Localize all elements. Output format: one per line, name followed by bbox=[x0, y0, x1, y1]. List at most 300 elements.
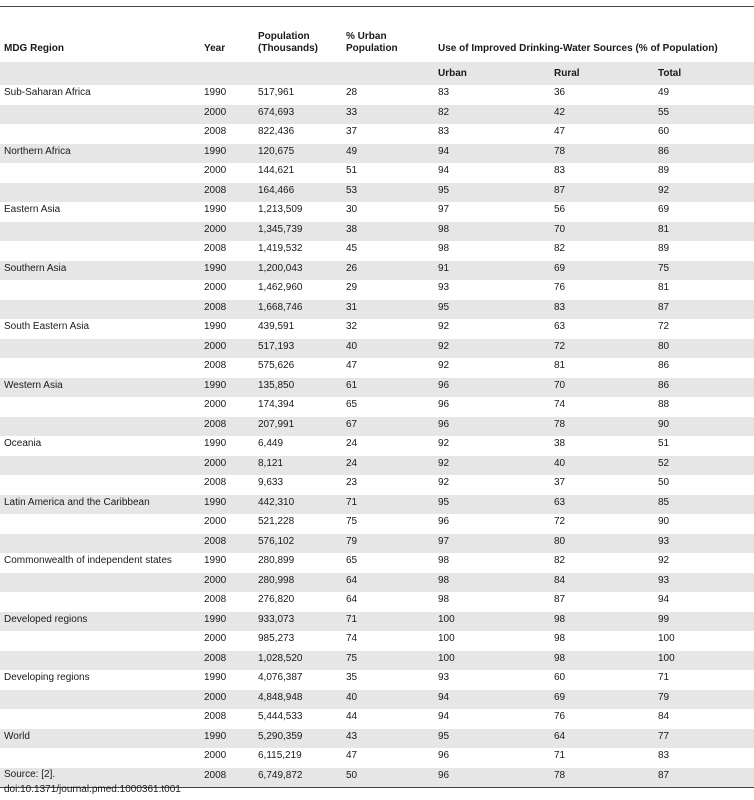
cell-rural: 71 bbox=[554, 750, 566, 761]
table-row bbox=[0, 514, 754, 534]
cell-region: Developed regions bbox=[4, 613, 88, 625]
cell-urban: 95 bbox=[438, 496, 450, 508]
cell-population: 4,848,948 bbox=[258, 691, 303, 703]
cell-region bbox=[0, 514, 200, 534]
table-row bbox=[0, 163, 754, 183]
cell-rural: 42 bbox=[554, 106, 566, 118]
doi-note: doi:10.1371/journal.pmed.1000361.t001 bbox=[4, 784, 181, 795]
table-row bbox=[0, 631, 754, 651]
cell-year: 2008 bbox=[204, 769, 227, 781]
cell-urban: 83 bbox=[438, 87, 450, 98]
table-row bbox=[0, 534, 754, 554]
cell-population: 6,449 bbox=[258, 438, 284, 449]
cell-total: 99 bbox=[658, 613, 670, 625]
cell-urban-pct: 40 bbox=[346, 691, 358, 703]
cell-population: 1,213,509 bbox=[258, 204, 303, 215]
table-row bbox=[0, 85, 754, 105]
cell-total: 86 bbox=[658, 360, 670, 371]
cell-urban: 92 bbox=[438, 321, 450, 332]
cell-year: 2008 bbox=[204, 418, 227, 430]
cell-year: 1990 bbox=[204, 496, 227, 508]
cell-total: 94 bbox=[658, 594, 670, 605]
cell-urban: 95 bbox=[438, 730, 450, 742]
cell-total: 79 bbox=[658, 691, 670, 703]
table-row bbox=[0, 378, 754, 398]
cell-rural: 87 bbox=[554, 184, 566, 196]
cell-total: 55 bbox=[658, 106, 670, 118]
cell-year: 2008 bbox=[204, 184, 227, 196]
cell-population: 442,310 bbox=[258, 496, 295, 508]
cell-urban: 92 bbox=[438, 438, 450, 449]
table-row bbox=[0, 475, 754, 495]
table-row bbox=[0, 144, 754, 164]
cell-year: 2000 bbox=[204, 750, 227, 761]
cell-population: 439,591 bbox=[258, 321, 295, 332]
cell-urban: 96 bbox=[438, 516, 450, 527]
cell-total: 100 bbox=[658, 633, 675, 644]
cell-rural: 78 bbox=[554, 769, 566, 781]
cell-region bbox=[0, 358, 200, 378]
cell-population: 1,462,960 bbox=[258, 282, 303, 293]
cell-population: 135,850 bbox=[258, 379, 295, 391]
subheader-row bbox=[0, 62, 754, 85]
cell-year: 2008 bbox=[204, 652, 227, 664]
cell-total: 60 bbox=[658, 126, 670, 137]
cell-total: 90 bbox=[658, 418, 670, 430]
cell-region bbox=[0, 592, 200, 612]
table-row bbox=[0, 456, 754, 476]
cell-population: 164,466 bbox=[258, 184, 295, 196]
cell-urban: 94 bbox=[438, 711, 450, 722]
cell-year: 1990 bbox=[204, 379, 227, 391]
cell-rural: 37 bbox=[554, 477, 566, 488]
cell-urban-pct: 47 bbox=[346, 750, 358, 761]
cell-population: 985,273 bbox=[258, 633, 295, 644]
cell-rural: 56 bbox=[554, 204, 566, 215]
cell-total: 50 bbox=[658, 477, 670, 488]
cell-total: 89 bbox=[658, 165, 670, 176]
cell-total: 83 bbox=[658, 750, 670, 761]
cell-rural: 69 bbox=[554, 262, 566, 274]
cell-region bbox=[0, 280, 200, 300]
table-row bbox=[0, 397, 754, 417]
cell-rural: 38 bbox=[554, 438, 566, 449]
table-row bbox=[0, 553, 754, 573]
cell-urban-pct: 40 bbox=[346, 340, 358, 352]
cell-year: 2008 bbox=[204, 301, 227, 313]
table-row bbox=[0, 709, 754, 729]
table-row bbox=[0, 202, 754, 222]
table-row bbox=[0, 729, 754, 749]
cell-urban: 95 bbox=[438, 184, 450, 196]
cell-rural: 83 bbox=[554, 301, 566, 313]
table-row bbox=[0, 280, 754, 300]
cell-urban-pct: 64 bbox=[346, 574, 358, 586]
cell-population: 120,675 bbox=[258, 145, 295, 157]
cell-urban-pct: 29 bbox=[346, 282, 358, 293]
cell-urban: 98 bbox=[438, 574, 450, 586]
cell-urban-pct: 24 bbox=[346, 438, 358, 449]
table-row bbox=[0, 183, 754, 203]
cell-rural: 36 bbox=[554, 87, 566, 98]
table-row bbox=[0, 573, 754, 593]
cell-population: 1,345,739 bbox=[258, 223, 303, 235]
cell-urban-pct: 75 bbox=[346, 516, 358, 527]
cell-rural: 60 bbox=[554, 672, 566, 683]
cell-rural: 98 bbox=[554, 613, 566, 625]
cell-year: 2008 bbox=[204, 711, 227, 722]
cell-population: 6,115,219 bbox=[258, 750, 302, 761]
cell-population: 144,621 bbox=[258, 165, 295, 176]
cell-year: 2000 bbox=[204, 282, 227, 293]
subheader-blank bbox=[0, 62, 200, 85]
cell-urban-pct: 47 bbox=[346, 360, 358, 371]
cell-total: 92 bbox=[658, 184, 670, 196]
cell-population: 280,899 bbox=[258, 555, 295, 566]
cell-region bbox=[0, 241, 200, 261]
cell-total: 100 bbox=[658, 652, 675, 664]
cell-rural: 70 bbox=[554, 223, 566, 235]
table-row bbox=[0, 651, 754, 671]
cell-region bbox=[0, 397, 200, 417]
cell-urban-pct: 31 bbox=[346, 301, 358, 313]
cell-population: 517,961 bbox=[258, 87, 295, 98]
cell-total: 81 bbox=[658, 223, 670, 235]
header-urban-pct: % Urban Population bbox=[346, 31, 398, 54]
cell-region bbox=[0, 690, 200, 710]
cell-year: 1990 bbox=[204, 672, 227, 683]
cell-region bbox=[0, 475, 200, 495]
cell-urban: 82 bbox=[438, 106, 450, 118]
cell-total: 92 bbox=[658, 555, 670, 566]
cell-population: 8,121 bbox=[258, 457, 284, 469]
cell-year: 2000 bbox=[204, 106, 227, 118]
cell-population: 575,626 bbox=[258, 360, 295, 371]
cell-urban: 94 bbox=[438, 165, 450, 176]
cell-year: 1990 bbox=[204, 321, 227, 332]
header-population: Population (Thousands) bbox=[258, 31, 318, 54]
cell-total: 93 bbox=[658, 574, 670, 586]
cell-urban: 98 bbox=[438, 223, 450, 235]
cell-year: 1990 bbox=[204, 145, 227, 157]
cell-urban-pct: 24 bbox=[346, 457, 358, 469]
cell-rural: 76 bbox=[554, 282, 566, 293]
cell-rural: 63 bbox=[554, 496, 566, 508]
cell-rural: 82 bbox=[554, 243, 566, 254]
cell-population: 5,444,533 bbox=[258, 711, 303, 722]
cell-urban: 91 bbox=[438, 262, 450, 274]
cell-urban: 98 bbox=[438, 594, 450, 605]
cell-urban: 92 bbox=[438, 477, 450, 488]
table-row bbox=[0, 436, 754, 456]
cell-rural: 72 bbox=[554, 516, 566, 527]
cell-total: 87 bbox=[658, 769, 670, 781]
cell-region bbox=[0, 163, 200, 183]
top-rule bbox=[0, 6, 754, 7]
source-note: Source: [2]. bbox=[4, 769, 56, 780]
header-row bbox=[0, 24, 754, 62]
header-region: MDG Region bbox=[4, 43, 64, 54]
cell-region: Latin America and the Caribbean bbox=[4, 496, 150, 508]
cell-urban-pct: 43 bbox=[346, 730, 358, 742]
cell-urban: 96 bbox=[438, 750, 450, 761]
cell-year: 2008 bbox=[204, 243, 227, 254]
cell-urban-pct: 61 bbox=[346, 379, 358, 391]
cell-region: Oceania bbox=[4, 438, 42, 449]
cell-population: 5,290,359 bbox=[258, 730, 303, 742]
header-year: Year bbox=[204, 43, 226, 54]
cell-total: 86 bbox=[658, 145, 670, 157]
cell-rural: 87 bbox=[554, 594, 566, 605]
cell-urban-pct: 71 bbox=[346, 496, 358, 508]
cell-total: 81 bbox=[658, 282, 670, 293]
cell-urban-pct: 33 bbox=[346, 106, 358, 118]
cell-population: 9,633 bbox=[258, 477, 284, 488]
table-row bbox=[0, 417, 754, 437]
cell-population: 280,998 bbox=[258, 574, 295, 586]
cell-total: 69 bbox=[658, 204, 670, 215]
cell-population: 174,394 bbox=[258, 399, 295, 410]
cell-region bbox=[0, 631, 200, 651]
water-sources-table bbox=[0, 24, 754, 788]
cell-population: 822,436 bbox=[258, 126, 295, 137]
cell-rural: 74 bbox=[554, 399, 566, 410]
cell-rural: 81 bbox=[554, 360, 566, 371]
cell-urban-pct: 32 bbox=[346, 321, 358, 332]
cell-rural: 83 bbox=[554, 165, 566, 176]
cell-region bbox=[0, 124, 200, 144]
cell-total: 52 bbox=[658, 457, 670, 469]
cell-total: 93 bbox=[658, 535, 670, 547]
cell-urban-pct: 38 bbox=[346, 223, 358, 235]
table-row bbox=[0, 670, 754, 690]
cell-urban: 83 bbox=[438, 126, 450, 137]
cell-population: 521,228 bbox=[258, 516, 295, 527]
cell-population: 1,200,043 bbox=[258, 262, 303, 274]
cell-year: 1990 bbox=[204, 87, 227, 98]
cell-region: Eastern Asia bbox=[4, 204, 61, 215]
cell-rural: 84 bbox=[554, 574, 566, 586]
cell-urban: 93 bbox=[438, 672, 450, 683]
cell-urban-pct: 23 bbox=[346, 477, 358, 488]
cell-urban-pct: 75 bbox=[346, 652, 358, 664]
cell-urban: 100 bbox=[438, 652, 455, 664]
cell-urban-pct: 45 bbox=[346, 243, 358, 254]
cell-population: 276,820 bbox=[258, 594, 295, 605]
cell-year: 2000 bbox=[204, 633, 227, 644]
cell-urban: 92 bbox=[438, 360, 450, 371]
cell-rural: 40 bbox=[554, 457, 566, 469]
cell-total: 72 bbox=[658, 321, 670, 332]
table-row bbox=[0, 495, 754, 515]
cell-total: 80 bbox=[658, 340, 670, 352]
cell-year: 2008 bbox=[204, 594, 227, 605]
cell-region bbox=[0, 709, 200, 729]
subheader-blank bbox=[342, 62, 434, 85]
cell-region bbox=[0, 339, 200, 359]
cell-rural: 63 bbox=[554, 321, 566, 332]
cell-rural: 72 bbox=[554, 340, 566, 352]
cell-year: 2000 bbox=[204, 574, 227, 586]
cell-urban: 98 bbox=[438, 243, 450, 254]
cell-total: 90 bbox=[658, 516, 670, 527]
cell-region bbox=[0, 417, 200, 437]
cell-region: Northern Africa bbox=[4, 145, 71, 157]
cell-urban-pct: 37 bbox=[346, 126, 358, 137]
cell-urban-pct: 51 bbox=[346, 165, 358, 176]
cell-rural: 76 bbox=[554, 711, 566, 722]
cell-rural: 80 bbox=[554, 535, 566, 547]
cell-population: 207,991 bbox=[258, 418, 295, 430]
table-row bbox=[0, 612, 754, 632]
table-row bbox=[0, 319, 754, 339]
cell-total: 75 bbox=[658, 262, 670, 274]
cell-total: 87 bbox=[658, 301, 670, 313]
table-row bbox=[0, 222, 754, 242]
cell-region: World bbox=[4, 730, 30, 742]
cell-total: 89 bbox=[658, 243, 670, 254]
cell-rural: 64 bbox=[554, 730, 566, 742]
cell-urban: 98 bbox=[438, 555, 450, 566]
cell-year: 1990 bbox=[204, 730, 227, 742]
table-row bbox=[0, 748, 754, 768]
cell-total: 86 bbox=[658, 379, 670, 391]
cell-urban-pct: 50 bbox=[346, 769, 358, 781]
cell-rural: 98 bbox=[554, 652, 566, 664]
cell-population: 517,193 bbox=[258, 340, 295, 352]
cell-population: 933,073 bbox=[258, 613, 295, 625]
cell-urban-pct: 65 bbox=[346, 399, 358, 410]
cell-region bbox=[0, 105, 200, 125]
table-body bbox=[0, 85, 754, 787]
cell-urban: 95 bbox=[438, 301, 450, 313]
cell-total: 49 bbox=[658, 87, 670, 98]
table-row bbox=[0, 241, 754, 261]
cell-rural: 70 bbox=[554, 379, 566, 391]
cell-region bbox=[0, 456, 200, 476]
cell-year: 2000 bbox=[204, 516, 227, 527]
cell-year: 2000 bbox=[204, 165, 227, 176]
cell-urban: 100 bbox=[438, 613, 455, 625]
cell-urban-pct: 49 bbox=[346, 145, 358, 157]
cell-urban-pct: 71 bbox=[346, 613, 358, 625]
cell-urban: 94 bbox=[438, 145, 450, 157]
cell-year: 2000 bbox=[204, 399, 227, 410]
cell-urban-pct: 30 bbox=[346, 204, 358, 215]
cell-urban-pct: 26 bbox=[346, 262, 358, 274]
cell-population: 576,102 bbox=[258, 535, 295, 547]
cell-urban-pct: 67 bbox=[346, 418, 358, 430]
cell-region: Developing regions bbox=[4, 672, 90, 683]
cell-year: 2008 bbox=[204, 126, 227, 137]
subheader-blank bbox=[200, 62, 254, 85]
subheader-rural: Rural bbox=[554, 67, 580, 79]
cell-region: Southern Asia bbox=[4, 262, 67, 274]
cell-urban-pct: 53 bbox=[346, 184, 358, 196]
cell-region: Commonwealth of independent states bbox=[4, 555, 172, 566]
cell-urban: 97 bbox=[438, 535, 450, 547]
cell-year: 2008 bbox=[204, 477, 227, 488]
table-row bbox=[0, 358, 754, 378]
cell-population: 1,419,532 bbox=[258, 243, 303, 254]
cell-year: 1990 bbox=[204, 555, 227, 566]
cell-urban-pct: 44 bbox=[346, 711, 358, 722]
cell-urban: 96 bbox=[438, 399, 450, 410]
header-water-group: Use of Improved Drinking-Water Sources (% of Population) bbox=[438, 43, 718, 54]
cell-year: 1990 bbox=[204, 613, 227, 625]
cell-population: 674,693 bbox=[258, 106, 295, 118]
cell-urban: 100 bbox=[438, 633, 455, 644]
table-row bbox=[0, 592, 754, 612]
table-row bbox=[0, 261, 754, 281]
cell-urban: 92 bbox=[438, 457, 450, 469]
table-row bbox=[0, 105, 754, 125]
cell-year: 1990 bbox=[204, 262, 227, 274]
cell-region bbox=[0, 748, 200, 768]
cell-total: 88 bbox=[658, 399, 670, 410]
cell-region: Western Asia bbox=[4, 379, 63, 391]
cell-population: 1,028,520 bbox=[258, 652, 303, 664]
cell-urban-pct: 28 bbox=[346, 87, 358, 98]
cell-region bbox=[0, 534, 200, 554]
cell-urban: 96 bbox=[438, 418, 450, 430]
cell-total: 84 bbox=[658, 711, 670, 722]
table-row bbox=[0, 124, 754, 144]
cell-region: South Eastern Asia bbox=[4, 321, 90, 332]
cell-region bbox=[0, 222, 200, 242]
cell-urban-pct: 79 bbox=[346, 535, 358, 547]
subheader-total: Total bbox=[658, 67, 682, 79]
cell-urban: 97 bbox=[438, 204, 450, 215]
subheader-urban: Urban bbox=[438, 67, 467, 79]
table-row bbox=[0, 300, 754, 320]
cell-year: 1990 bbox=[204, 204, 227, 215]
cell-year: 2000 bbox=[204, 691, 227, 703]
cell-rural: 98 bbox=[554, 633, 566, 644]
subheader-blank bbox=[254, 62, 342, 85]
cell-population: 1,668,746 bbox=[258, 301, 303, 313]
cell-total: 77 bbox=[658, 730, 670, 742]
cell-urban: 96 bbox=[438, 769, 450, 781]
cell-urban: 96 bbox=[438, 379, 450, 391]
cell-population: 4,076,387 bbox=[258, 672, 303, 683]
cell-rural: 78 bbox=[554, 418, 566, 430]
cell-year: 2000 bbox=[204, 223, 227, 235]
cell-region bbox=[0, 573, 200, 593]
cell-region bbox=[0, 300, 200, 320]
cell-total: 51 bbox=[658, 438, 670, 449]
cell-rural: 82 bbox=[554, 555, 566, 566]
cell-region bbox=[0, 651, 200, 671]
cell-urban-pct: 65 bbox=[346, 555, 358, 566]
cell-year: 2008 bbox=[204, 535, 227, 547]
cell-region: Sub-Saharan Africa bbox=[4, 87, 91, 98]
cell-rural: 69 bbox=[554, 691, 566, 703]
cell-urban: 93 bbox=[438, 282, 450, 293]
cell-year: 2000 bbox=[204, 340, 227, 352]
cell-population: 6,749,872 bbox=[258, 769, 303, 781]
cell-total: 71 bbox=[658, 672, 670, 683]
table-row bbox=[0, 339, 754, 359]
cell-rural: 47 bbox=[554, 126, 566, 137]
cell-urban: 92 bbox=[438, 340, 450, 352]
cell-urban-pct: 35 bbox=[346, 672, 358, 683]
table-row bbox=[0, 690, 754, 710]
cell-year: 2000 bbox=[204, 457, 227, 469]
cell-urban-pct: 64 bbox=[346, 594, 358, 605]
cell-year: 2008 bbox=[204, 360, 227, 371]
cell-rural: 78 bbox=[554, 145, 566, 157]
